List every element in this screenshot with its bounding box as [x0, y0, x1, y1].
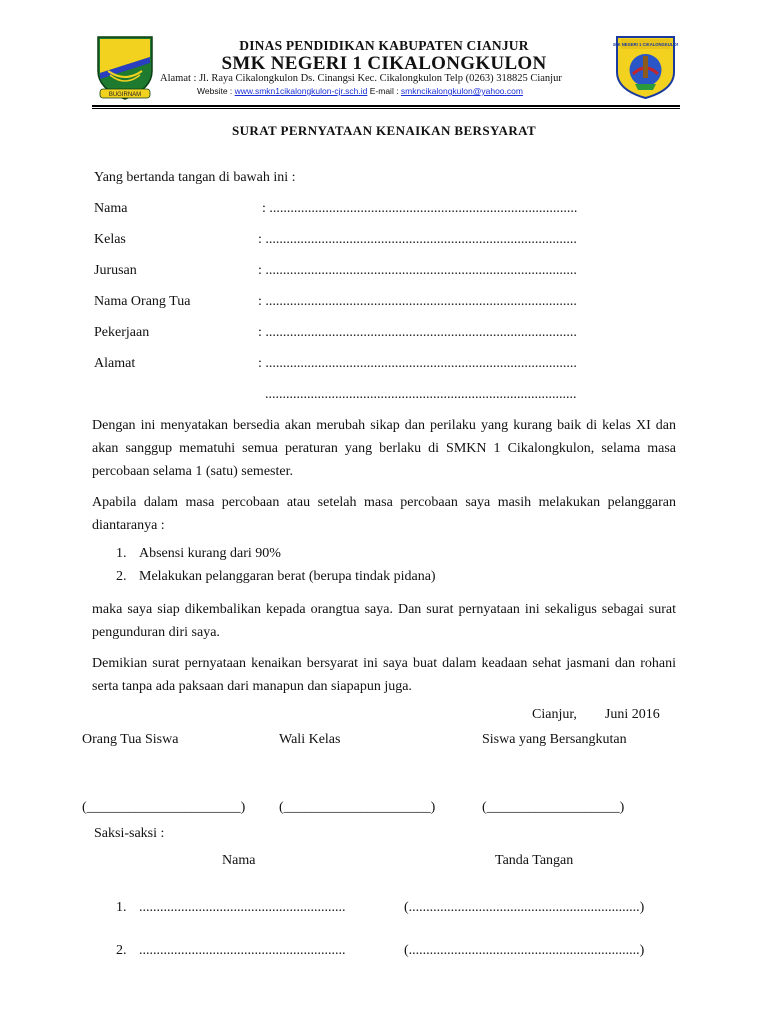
website-label: Website : [197, 86, 235, 96]
closing-paragraph: Demikian surat pernyataan kenaikan bersyarat ini saya buat dalam keadaan sehat jasmani dan rohani serta tanpa ada paksaan dari manapun dan siapapun juga. [92, 656, 676, 694]
violation-list-number-2: 2. [116, 569, 127, 584]
signature-line-homeroom: (_____________________) [279, 800, 436, 815]
field-label-nama-orang-tua: Nama Orang Tua [94, 294, 191, 309]
field-label-alamat: Alamat [94, 356, 136, 371]
field-value-jurusan: : ......................................................................................... [258, 263, 577, 278]
witness-number-2: 2. [116, 943, 127, 958]
agency-name: DINAS PENDIDIKAN KABUPATEN CIANJUR [239, 38, 529, 53]
witness-number-1: 1. [116, 900, 127, 915]
field-value-alamat: : ......................................................................................... [258, 356, 577, 371]
document-title: SURAT PERNYATAAN KENAIKAN BERSYARAT [231, 123, 537, 138]
violation-list-number-1: 1. [116, 546, 127, 561]
district-logo-motto: BUGIRNAM [108, 92, 142, 98]
place-date: Cianjur, Juni 2016 [532, 707, 660, 722]
letterhead-rule-thin [92, 108, 680, 109]
witness-name-line-2: ........................................................... [139, 943, 346, 958]
school-logo-text: SMK NEGERI 1 CIKALONGKULON [613, 42, 678, 47]
signature-line-parent: (______________________) [82, 800, 246, 815]
email-link[interactable]: smkncikalongkulon@yahoo.com [400, 86, 523, 96]
field-value-kelas: : ......................................................................................... [258, 232, 577, 247]
field-value-alamat-continued: ......................................................................................... [265, 387, 577, 402]
contact-line [197, 86, 523, 96]
website-link[interactable]: www.smkn1cikalongkulon-cjr.sch.id [234, 86, 368, 96]
school-name: SMK NEGERI 1 CIKALONGKULON [221, 53, 547, 74]
field-value-nama: : ........................................................................................ [262, 201, 578, 216]
signature-label-homeroom: Wali Kelas [279, 732, 341, 747]
school-address: Alamat : Jl. Raya Cikalongkulon Ds. Cinangsi Kec. Cikalongkulon Telp (0263) 318825 Cianjur [160, 73, 562, 84]
field-label-pekerjaan: Pekerjaan [94, 325, 150, 340]
statement-paragraph: Dengan ini menyatakan bersedia akan merubah sikap dan perilaku yang kurang baik di kelas XI dan akan sanggup mematuhi semua peraturan yang berlaku di SMKN 1 Cikalongkulon, selama masa percobaan selama 1 (satu) semester. [92, 418, 676, 479]
consequence-paragraph: maka saya siap dikembalikan kepada orangtua saya. Dan surat pernyataan ini sekaligus sebagai surat pengunduran diri saya. [92, 602, 676, 640]
signature-line-student: (___________________) [482, 800, 625, 815]
school-logo [613, 34, 678, 100]
witness-signature-line-1: (..................................................................) [404, 900, 645, 915]
field-value-nama-orang-tua: : ......................................................................................... [258, 294, 577, 309]
email-label: E-mail : [367, 86, 401, 96]
signature-label-student: Siswa yang Bersangkutan [482, 732, 627, 747]
condition-paragraph: Apabila dalam masa percobaan atau setelah masa percobaan saya masih melakukan pelanggaran diantaranya : [92, 495, 676, 533]
field-label-jurusan: Jurusan [94, 263, 137, 278]
letterhead-rule [92, 105, 680, 107]
field-value-pekerjaan: : ......................................................................................... [258, 325, 577, 340]
violation-list-item-2: Melakukan pelanggaran berat (berupa tindak pidana) [139, 569, 436, 584]
field-label-kelas: Kelas [94, 232, 126, 247]
witness-name-line-1: ........................................................... [139, 900, 346, 915]
witnesses-heading: Saksi-saksi : [94, 826, 165, 841]
signature-label-parent: Orang Tua Siswa [82, 732, 179, 747]
witness-signature-line-2: (..................................................................) [404, 943, 645, 958]
witnesses-column-name: Nama [222, 853, 256, 868]
witnesses-column-signature: Tanda Tangan [495, 853, 574, 868]
intro-text: Yang bertanda tangan di bawah ini : [94, 170, 296, 185]
field-label-nama: Nama [94, 201, 128, 216]
violation-list-item-1: Absensi kurang dari 90% [139, 546, 281, 561]
